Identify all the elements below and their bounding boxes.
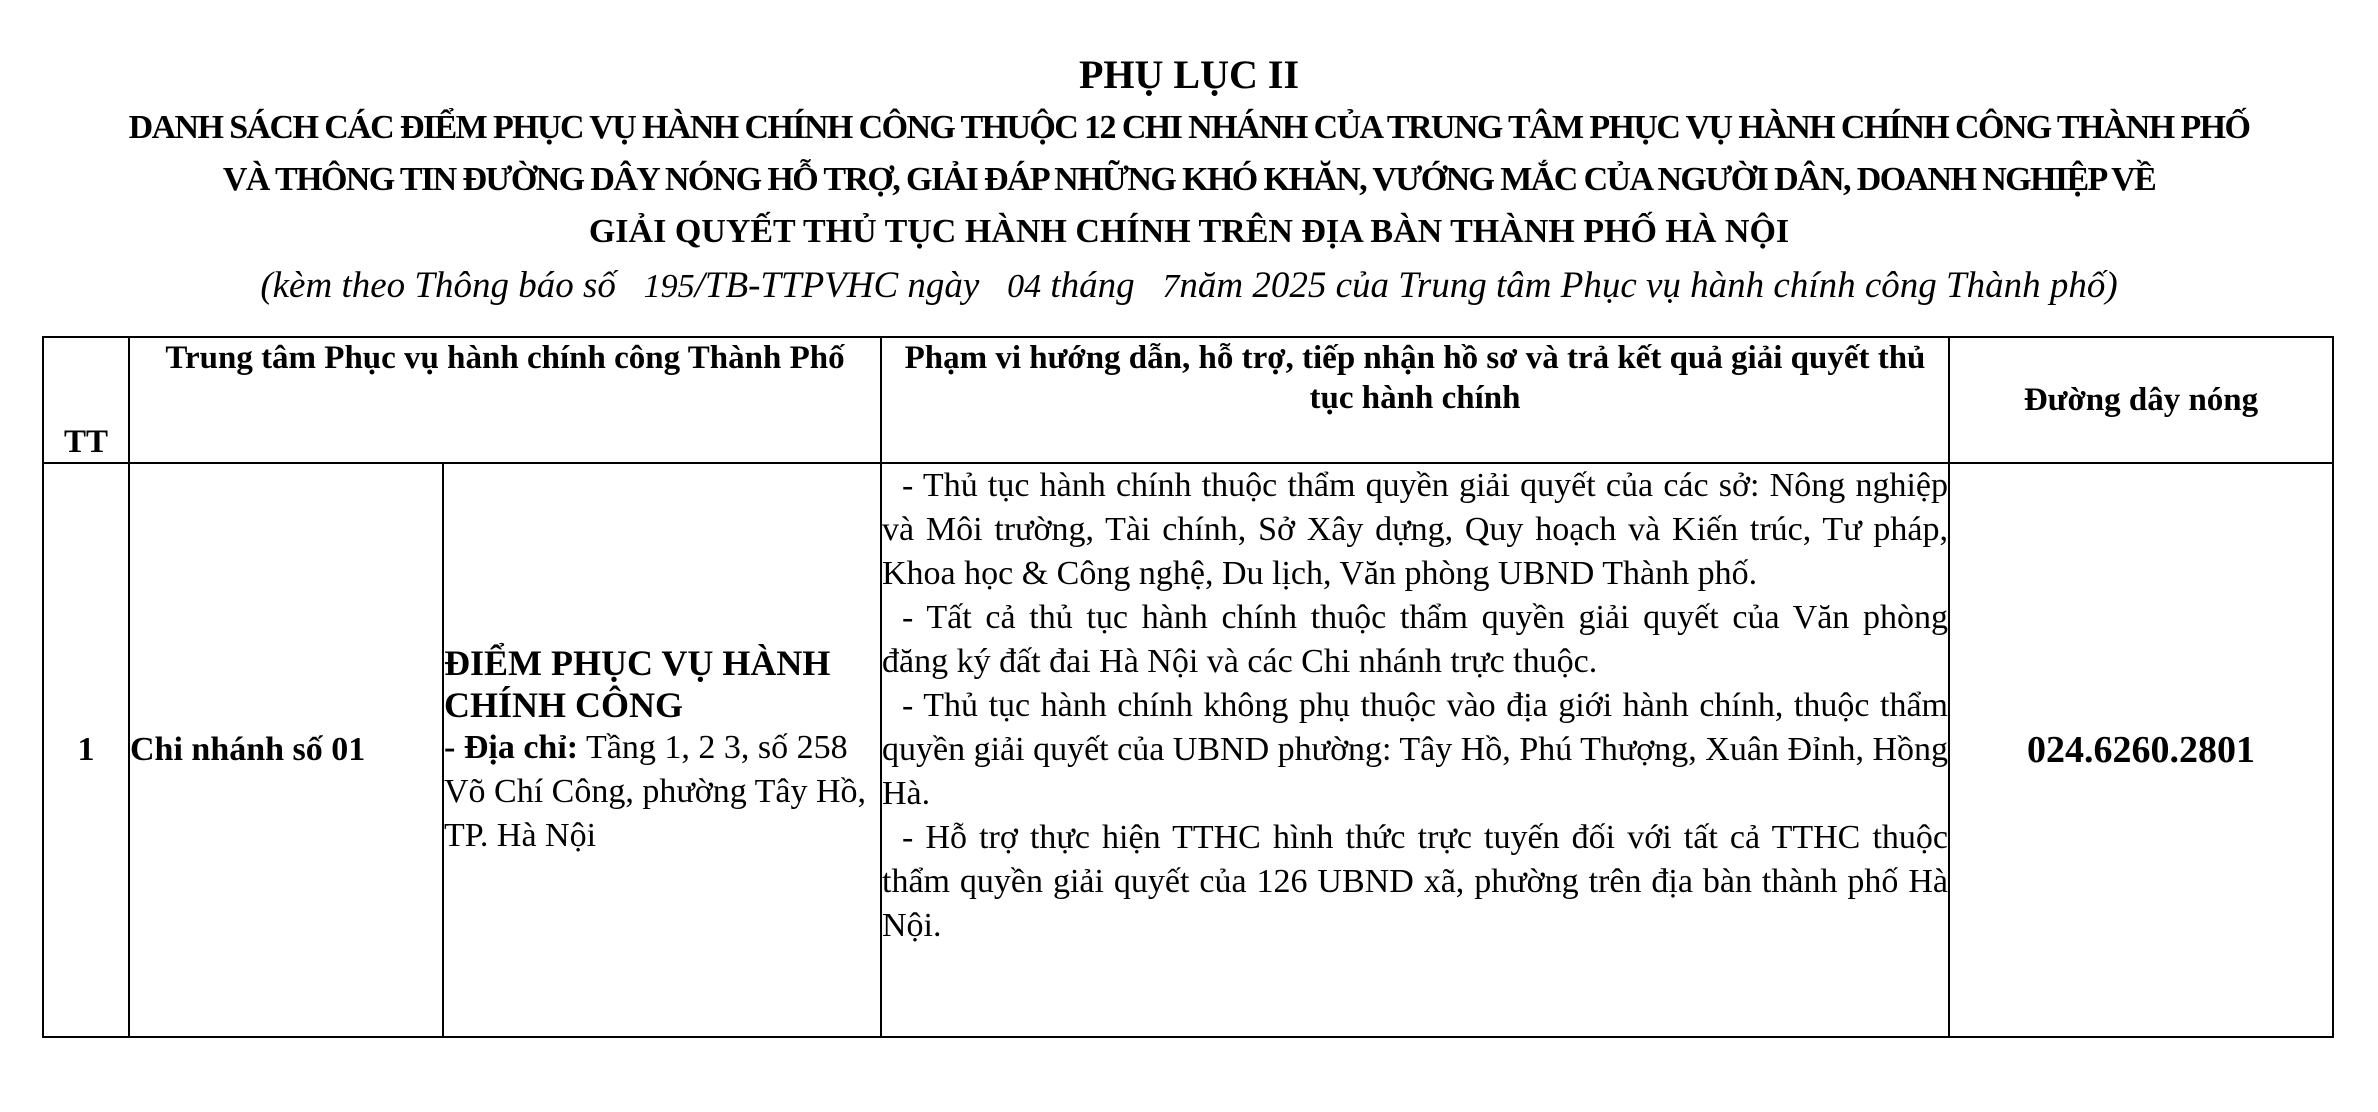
service-point-title: ĐIỂM PHỤC VỤ HÀNH CHÍNH CÔNG [444,643,831,725]
list-title-line-3: GIẢI QUYẾT THỦ TỤC HÀNH CHÍNH TRÊN ĐỊA BÀN THÀNH PHỐ HÀ NỘI [588,213,1790,250]
service-point-address [444,726,880,858]
header-scope: Phạm vi hướng dẫn, hỗ trợ, tiếp nhận hồ sơ và trả kết quả giải quyết thủ tục hành chính [881,337,1949,463]
header-center: Trung tâm Phục vụ hành chính công Thành Phố [129,337,881,463]
note-month: 7 [1162,268,1180,305]
table-row [43,463,2333,1037]
reference-note [0,260,2378,313]
list-title-line-2: VÀ THÔNG TIN ĐƯỜNG DÂY NÓNG HỖ TRỢ, GIẢI ĐÁP NHỮNG KHÓ KHĂN, VƯỚNG MẮC CỦA NGƯỜI DÂN, DOANH NGHIỆP VỀ [222,161,2156,198]
note-suffix: năm 2025 của Trung tâm Phục vụ hành chính công Thành phố) [1179,265,2118,306]
note-prefix: (kèm theo Thông báo số [260,265,616,306]
scope-item: - Tất cả thủ tục hành chính thuộc thẩm quyền giải quyết của Văn phòng đăng ký đất đai Hà Nội và các Chi nhánh trực thuộc. [882,599,1948,680]
table-header-row [43,337,2333,463]
scope-cell [881,463,1949,1037]
list-title-line-1: DANH SÁCH CÁC ĐIỂM PHỤC VỤ HÀNH CHÍNH CÔNG THUỘC 12 CHI NHÁNH CỦA TRUNG TÂM PHỤC VỤ HÀNH CHÍNH CÔNG THÀNH PHỐ [128,109,2250,146]
note-number: 195 [643,268,695,305]
scope-item: - Hỗ trợ thực hiện TTHC hình thức trực tuyến đối với tất cả TTHC thuộc thẩm quyền giải quyết của 126 UBND xã, phường trên địa bàn thành phố Hà Nội. [882,819,1948,944]
row-number: 1 [43,463,129,1037]
scope-item: - Thủ tục hành chính không phụ thuộc vào địa giới hành chính, thuộc thẩm quyền giải quyết của UBND phường: Tây Hồ, Phú Thượng, Xuân Đỉnh, Hồng Hà. [882,687,1948,812]
header-hotline: Đường dây nóng [1949,337,2333,463]
hotline-number: 024.6260.2801 [1949,463,2333,1037]
branch-name: Chi nhánh số 01 [129,463,443,1037]
service-point-cell [443,463,881,1037]
note-month-word: tháng [1050,265,1135,306]
address-label: - Địa chỉ: [444,729,579,766]
header-tt: TT [43,337,129,463]
address-text: Tầng 1, 2 3, số 258 Võ Chí Công, phường Tây Hồ, TP. Hà Nội [444,729,867,854]
document-header [0,48,2378,313]
note-day: 04 [1007,268,1042,305]
note-code: /TB-TTPVHC ngày [694,265,980,306]
scope-item: - Thủ tục hành chính thuộc thẩm quyền giải quyết của các sở: Nông nghiệp và Môi trường, Tài chính, Sở Xây dựng, Quy hoạch và Kiến trúc, Tư pháp, Khoa học & Công nghệ, Du lịch, Văn phòng UBND Thành phố. [882,467,1948,592]
appendix-title: PHỤ LỤC II [1078,52,1300,97]
service-points-table [42,336,2334,1038]
